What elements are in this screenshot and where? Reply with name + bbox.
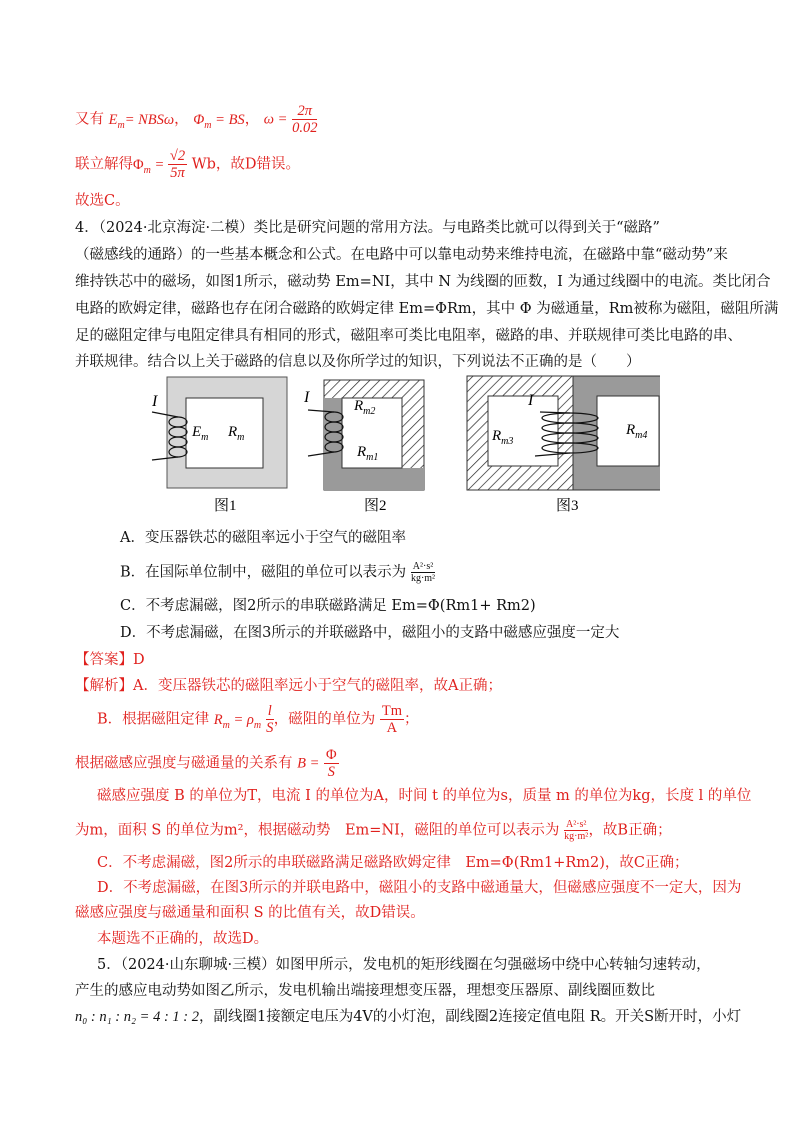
prev-line2 — [75, 148, 300, 181]
prev-line2-prefix: 联立解得 — [75, 156, 133, 173]
fig2-current-label: I — [304, 389, 310, 406]
q5-line1: 5．（2024·山东聊城·三模）如图甲所示，发电机的矩形线圈在匀强磁场中绕中心转轴匀速转动， — [97, 957, 711, 973]
q4-explanation-d2: 磁感应强度与磁通量和面积 S 的比值有关，故D错误。 — [75, 905, 425, 921]
fig2-rm2-label: $R_{m2}$ — [354, 398, 376, 417]
fig2-caption: 图2 — [364, 498, 387, 514]
q4-explanation-b4: 为m，面积 S 的单位为m²，根据磁动势 Em=NI，磁阻的单位可以表示为 $\frac{\text{A²·s²}}{\text{kg·m²}}$ ，故B正确； — [75, 819, 672, 842]
turns-ratio: n₀ : n₁ : n₂ = 4 : 1 : 2 — [75, 1009, 199, 1025]
q4-explanation-d1: D．不考虑漏磁，在图3所示的并联电路中，磁阻小的支路中磁通量大，但磁感应强度不一定大，因为 — [97, 880, 742, 896]
fig3-caption: 图3 — [556, 498, 579, 514]
prev-conclusion: 故选C。 — [75, 193, 130, 209]
sep: ， — [174, 111, 189, 128]
unit-tm-over-a: $\frac{Tm}{A}$ — [381, 703, 402, 736]
figures — [140, 372, 660, 517]
q4-explanation-b2: 根据磁感应强度与磁通量的关系有 B = $\frac{\Phi}{S}$ — [75, 747, 337, 780]
q4-line1: 4．（2024·北京海淀·二模）类比是研究问题的常用方法。与电路类比就可以得到关于“磁路” — [75, 220, 660, 236]
q4-line4: 电路的欧姆定律，磁路也存在闭合磁路的欧姆定律 Em=ΦRm，其中 Φ 为磁通量，Rm被称为磁阻，磁阻所满 — [75, 301, 779, 317]
q4-line6: 并联规律。结合以上关于磁路的信息以及你所学过的知识，下列说法不正确的是（ ） — [75, 354, 641, 370]
prev-line2-suffix: ，故D错误。 — [215, 156, 301, 173]
q4-option-c: C．不考虑漏磁，图2所示的串联磁路满足 Em=Φ(Rm1+ Rm2) — [120, 598, 536, 614]
q4-line3: 维持铁芯中的磁场，如图1所示，磁动势 Em=NI，其中 N 为线圈的匝数，I 为通过线圈中的电流。类比闭合 — [75, 274, 771, 290]
fig1-resistance-label: $R_m$ — [228, 424, 245, 443]
unit-fraction-b4: $\frac{\text{A²·s²}}{\text{kg·m²}}$ — [564, 819, 589, 842]
q4-line5: 足的磁阻定律与电阻定律具有相同的形式，磁阻率可类比电阻率，磁路的串、并联规律可类比电路的串、 — [75, 328, 742, 344]
fig3-rm3-label: $R_{m3}$ — [492, 428, 514, 447]
q4-explanation-a: 【解析】A．变压器铁芯的磁阻率远小于空气的磁阻率，故A正确； — [75, 678, 502, 694]
unit-wb: Wb — [187, 156, 216, 173]
q4-option-b: B．在国际单位制中，磁阻的单位可以表示为 $\frac{\text{A²·s²}}{\text{kg·m²}}$ — [120, 561, 436, 584]
prev-line1 — [75, 103, 317, 136]
prev-line1-prefix: 又有 — [75, 111, 104, 128]
fig1-caption: 图1 — [214, 498, 237, 514]
fig2-rm1-label: $R_{m1}$ — [357, 444, 379, 463]
b-eq: B = — [297, 755, 320, 772]
q4-explanation-b: B．根据磁阻定律 $R_m = \rho_m$ $\frac{l}{S}$ ，磁阻的单位为 $\frac{Tm}{A}$ ； — [97, 703, 419, 736]
omega-fraction: $\frac{2\pi}{0.02}$ — [292, 103, 318, 136]
q4-line2: （磁感线的通路）的一些基本概念和公式。在电路中可以靠电动势来维持电流，在磁路中靠“磁动势”来 — [75, 247, 728, 263]
formula-omega: ω = — [263, 111, 288, 128]
fig3-current-label: I — [528, 392, 534, 409]
figure-2 — [303, 380, 424, 514]
q4-answer: 【答案】D — [75, 652, 145, 668]
q4-conclusion: 本题选不正确的，故选D。 — [97, 931, 269, 947]
optb-unit-fraction: $\frac{\text{A²·s²}}{\text{kg·m²}}$ — [410, 561, 436, 584]
q4-explanation-c: C．不考虑漏磁，图2所示的串联磁路满足磁路欧姆定律 Em=Φ(Rm1+Rm2)，故C正确； — [97, 855, 689, 871]
phi-over-s: $\frac{\Phi}{S}$ — [326, 747, 337, 780]
fig3-rm4-label: $R_{m4}$ — [626, 422, 648, 441]
l-over-s: $\frac{l}{S}$ — [266, 703, 274, 736]
fig1-emf-label: $E_m$ — [192, 424, 209, 443]
q4-option-a: A．变压器铁芯的磁阻率远小于空气的磁阻率 — [120, 530, 406, 546]
q5-line3: n₀ : n₁ : n₂ = 4 : 1 : 2，副线圈1接额定电压为4V的小灯泡，副线圈2连接定值电阻 R。开关S断开时，小灯 — [75, 1009, 742, 1025]
formula-phim: $\Phi_m$ = BS — [193, 111, 245, 131]
figure-3 — [467, 376, 660, 514]
sep2: ， — [244, 111, 260, 128]
q4-explanation-b3: 磁感应强度 B 的单位为T，电流 I 的单位为A，时间 t 的单位为s，质量 m 的单位为kg，长度 l 的单位 — [97, 788, 752, 804]
phi-fraction: $\frac{√2}{5\pi}$ — [169, 148, 186, 181]
fig1-current-label: I — [152, 393, 158, 410]
figure-1 — [151, 377, 287, 514]
formula-em: $E_m= NBS\omega$ — [108, 111, 175, 131]
q5-line2: 产生的感应电动势如图乙所示，发电机输出端接理想变压器，理想变压器原、副线圈匝数比 — [75, 983, 655, 999]
q4-option-d: D．不考虑漏磁，在图3所示的并联磁路中，磁阻小的支路中磁感应强度一定大 — [120, 625, 620, 641]
phi-m-symbol: $\Phi_m$ = — [133, 156, 168, 176]
reluctance-law: $R_m = \rho_m$ — [213, 711, 262, 731]
